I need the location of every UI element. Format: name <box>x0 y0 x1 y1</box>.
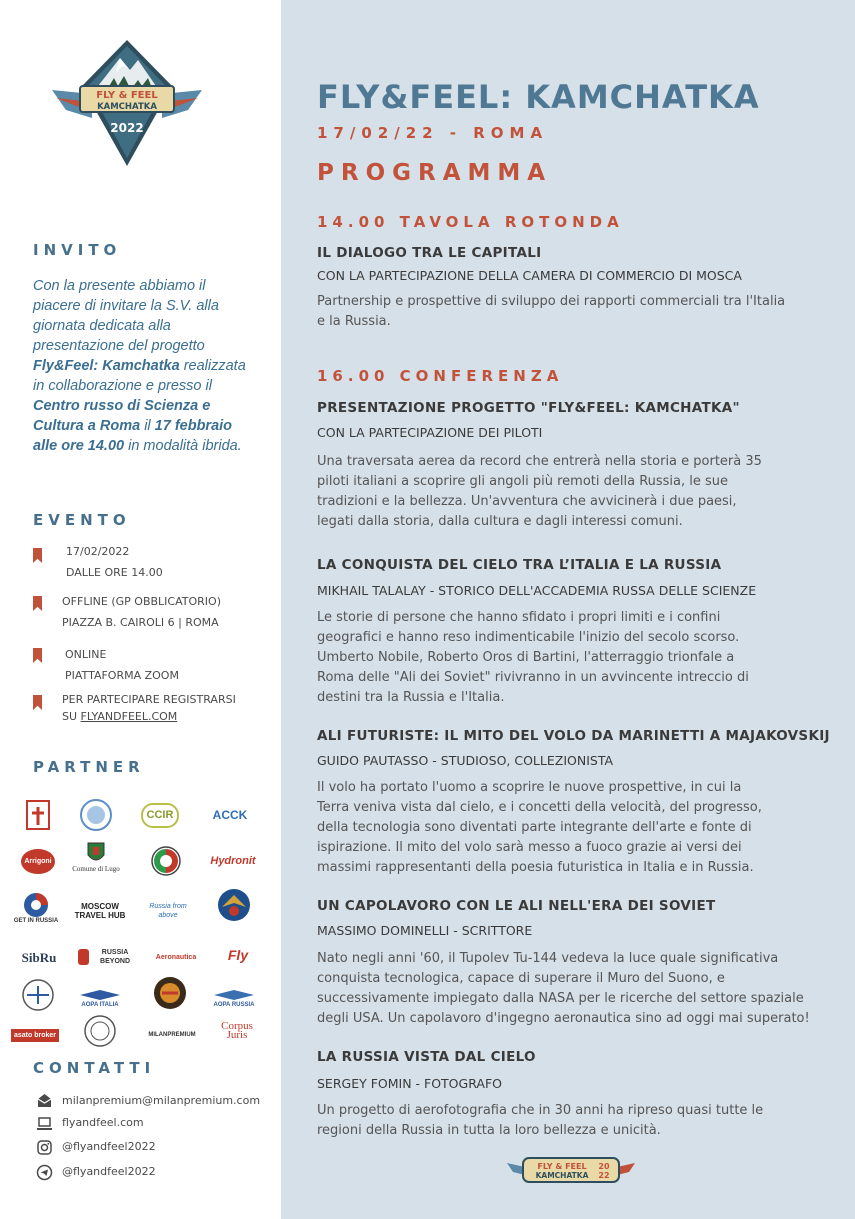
laptop-icon <box>36 1115 53 1132</box>
partner-logo-russiabeyond: RUSSIA BEYOND <box>78 940 138 974</box>
evento-register: PER PARTECIPARE REGISTRARSI <box>62 693 236 706</box>
item-description <box>317 1101 763 1141</box>
page-title: FLY&FEEL: KAMCHATKA <box>317 78 760 116</box>
invito-p1: Con la presente abbiamo il piacere di invitare la S.V. alla giornata dedicata alla presentazione del progetto <box>33 278 219 354</box>
desc-line: legati dalla storia, dalla cultura e dagli interessi comuni. <box>317 514 683 529</box>
invito-title: INVITO <box>33 241 122 259</box>
item-title: IL DIALOGO TRA LE CAPITALI <box>317 245 542 261</box>
item-subtitle: CON LA PARTECIPAZIONE DEI PILOTI <box>317 425 543 440</box>
desc-line: geografici e hanno reso indimenticabile l'inizio del secolo scorso. <box>317 630 740 645</box>
item-title: LA RUSSIA VISTA DAL CIELO <box>317 1049 536 1065</box>
partner-logo-asatobroker: asato broker <box>10 1018 60 1052</box>
partner-logo-acck: ACCK <box>212 807 248 822</box>
desc-line: conquista tecnologica, capace di superare il Muro del Suono, e <box>317 971 725 986</box>
partner-logo-lugo: Comune di Lugo <box>70 840 122 874</box>
partner-logo-sibru: SibRu <box>21 949 57 965</box>
partner-logo-getinrussia: GET IN RUSSIA <box>10 892 62 926</box>
item-description <box>317 778 762 878</box>
bookmark-icon <box>33 648 42 663</box>
invito-text <box>33 276 248 456</box>
invito-datetime: 17 febbraio alle ore 14.00 <box>33 418 233 454</box>
desc-line: Una traversata aerea da record che entrerà nella storia e porterà 35 <box>317 454 762 469</box>
evento-offline: OFFLINE (GP OBBLICATORIO) <box>62 595 221 608</box>
desc-line: Le storie di persone che hanno sfidato i propri limiti e i confini <box>317 610 721 625</box>
partner-title: PARTNER <box>33 758 145 776</box>
desc-line: Roma delle "Ali dei Soviet" rivivranno in un avvincente intreccio di <box>317 670 749 685</box>
partner-logos <box>8 796 270 1046</box>
logo-year: 2022 <box>110 121 144 135</box>
footer-logo <box>507 1155 635 1185</box>
evento-platform: PIATTAFORMA ZOOM <box>65 669 179 682</box>
partner-logo-moscowtravelhub: MOSCOW TRAVEL HUB <box>74 902 126 920</box>
partner-logo-19 <box>144 976 196 1010</box>
desc-line: e la Russia. <box>317 314 391 329</box>
evento-item-date <box>66 541 163 583</box>
telegram-icon <box>36 1164 53 1181</box>
bookmark-icon <box>33 695 42 710</box>
desc-line: degli USA. Un capolavoro d'ingegno aeronautica sino ad oggi mai superato! <box>317 1011 810 1026</box>
evento-address: PIAZZA B. CAIROLI 6 | ROMA <box>62 616 219 629</box>
left-column <box>0 0 281 1219</box>
partner-logo-russiafromabove: Russia from above <box>149 903 187 919</box>
partner-logo-fly: Fly <box>227 946 249 963</box>
item-title: ALI FUTURISTE: IL MITO DEL VOLO DA MARINETTI A MAJAKOVSKIJ <box>317 728 830 744</box>
partner-logo-aeronautica: Aeronautica <box>155 953 197 961</box>
desc-line: piloti italiani a scoprire gli angoli più remoti della Russia, le sue <box>317 474 729 489</box>
partner-logo-guide <box>78 1014 122 1048</box>
desc-line: Terra veniva vista dal cielo, e i concetti della velocità, del progresso, <box>317 800 762 815</box>
invito-project: Fly&Feel: Kamchatka <box>33 358 180 374</box>
instagram-icon <box>36 1139 53 1156</box>
invito-p4: in modalità ibrida. <box>124 438 242 454</box>
register-link[interactable]: FLYANDFEEL.COM <box>80 710 178 723</box>
desc-line: Il volo ha portato l'uomo a scoprire le nuove prospettive, in cui la <box>317 780 742 795</box>
desc-line: Umberto Nobile, Roberto Oros di Bartini, l'atterraggio trionfale a <box>317 650 735 665</box>
item-title: PRESENTAZIONE PROGETTO "FLY&FEEL: KAMCHATKA" <box>317 400 740 416</box>
footer-logo-year2: 22 <box>598 1171 610 1180</box>
footer-logo-line1: FLY & FEEL <box>537 1162 587 1171</box>
item-subtitle: SERGEY FOMIN - FOTOGRAFO <box>317 1076 502 1091</box>
partner-logo-7 <box>140 844 192 878</box>
item-description <box>317 949 849 1029</box>
evento-register-prefix: SU <box>62 710 81 723</box>
partner-logo-aoparussia: AOPA RUSSIA <box>208 982 260 1016</box>
evento-item-register <box>62 691 236 725</box>
evento-item-offline <box>62 591 221 633</box>
contact-instagram[interactable]: @flyandfeel2022 <box>62 1140 156 1153</box>
partner-logo-eagle <box>208 888 260 922</box>
footer-logo-year1: 20 <box>598 1162 610 1171</box>
partner-logo-corpusjuris: Corpus Juris <box>221 1020 253 1041</box>
event-date: 17/02/22 - ROMA <box>317 124 549 142</box>
logo-line2: KAMCHATKA <box>97 102 157 112</box>
event-logo <box>52 38 202 168</box>
partner-logo-2 <box>70 798 122 832</box>
mail-icon <box>36 1092 53 1109</box>
desc-line: ispirazione. Il mito del volo sarà messo a fuoco grazie ai versi dei <box>317 840 742 855</box>
item-subtitle: MASSIMO DOMINELLI - SCRITTORE <box>317 923 533 938</box>
right-column <box>281 0 855 1219</box>
evento-time: DALLE ORE 14.00 <box>66 566 163 579</box>
partner-logo-milanpremium: MILANPREMIUM <box>148 1031 196 1038</box>
desc-line: successivamente impiegato dalla NASA per le ricerche del settore spaziale <box>317 991 804 1006</box>
desc-line: destini tra la Russia e l'Italia. <box>317 690 505 705</box>
item-title: LA CONQUISTA DEL CIELO TRA L’ITALIA E LA RUSSIA <box>317 557 722 573</box>
desc-line: regioni della Russia in tutta la loro bellezza e unicità. <box>317 1123 661 1138</box>
item-subtitle: MIKHAIL TALALAY - STORICO DELL'ACCADEMIA RUSSA DELLE SCIENZE <box>317 583 757 598</box>
contact-website[interactable]: flyandfeel.com <box>62 1116 144 1129</box>
partner-logo-17 <box>12 978 64 1012</box>
desc-line: della tecnologia sono diventati parte integrante dell'arte e fonte di <box>317 820 752 835</box>
contatti-title: CONTATTI <box>33 1059 156 1077</box>
desc-line: Nato negli anni '60, il Tupolev Tu-144 vedeva la luce quale significativa <box>317 951 779 966</box>
desc-line: tradizioni e la bellezza. Un'avventura che avvicinerà i due paesi, <box>317 494 737 509</box>
partner-logo-arrigoni: Arrigoni <box>12 844 64 878</box>
bookmark-icon <box>33 548 42 563</box>
invito-p3: il <box>140 418 155 434</box>
partner-logo-ccir: CCIR <box>134 798 186 832</box>
evento-item-online <box>65 644 179 686</box>
partner-logo-aopaitalia: AOPA ITALIA <box>74 982 126 1016</box>
evento-title: EVENTO <box>33 511 131 529</box>
item-description <box>317 292 785 332</box>
footer-logo-line2: KAMCHATKA <box>535 1171 589 1180</box>
item-subtitle: GUIDO PAUTASSO - STUDIOSO, COLLEZIONISTA <box>317 753 614 768</box>
section-heading-conferenza: 16.00 CONFERENZA <box>317 367 564 385</box>
invito-p2: realizzata in collaborazione e presso il <box>33 358 246 394</box>
contact-telegram[interactable]: @flyandfeel2022 <box>62 1165 156 1178</box>
desc-line: Partnership e prospettive di sviluppo dei rapporti commerciali tra l'Italia <box>317 294 786 309</box>
partner-logo-hydronit: Hydronit <box>210 854 256 867</box>
item-description <box>317 608 749 708</box>
evento-online: ONLINE <box>65 648 107 661</box>
desc-line: Un progetto di aerofotografia che in 30 anni ha ripreso quasi tutte le <box>317 1103 764 1118</box>
evento-date: 17/02/2022 <box>66 545 130 558</box>
desc-line: massimi rappresentanti della poesia futuristica in Italia e in Russia. <box>317 860 754 875</box>
section-heading-tavola: 14.00 TAVOLA ROTONDA <box>317 213 624 231</box>
bookmark-icon <box>33 596 42 611</box>
item-description <box>317 452 762 532</box>
item-subtitle: CON LA PARTECIPAZIONE DELLA CAMERA DI COMMERCIO DI MOSCA <box>317 268 742 283</box>
logo-line1: FLY & FEEL <box>96 90 158 101</box>
partner-logo-1 <box>12 798 64 832</box>
programma-title: PROGRAMMA <box>317 160 553 186</box>
item-title: UN CAPOLAVORO CON LE ALI NELL'ERA DEI SOVIET <box>317 898 716 914</box>
contact-email[interactable]: milanpremium@milanpremium.com <box>62 1094 261 1107</box>
invito-venue: Centro russo di Scienza e Cultura a Roma <box>33 398 211 434</box>
